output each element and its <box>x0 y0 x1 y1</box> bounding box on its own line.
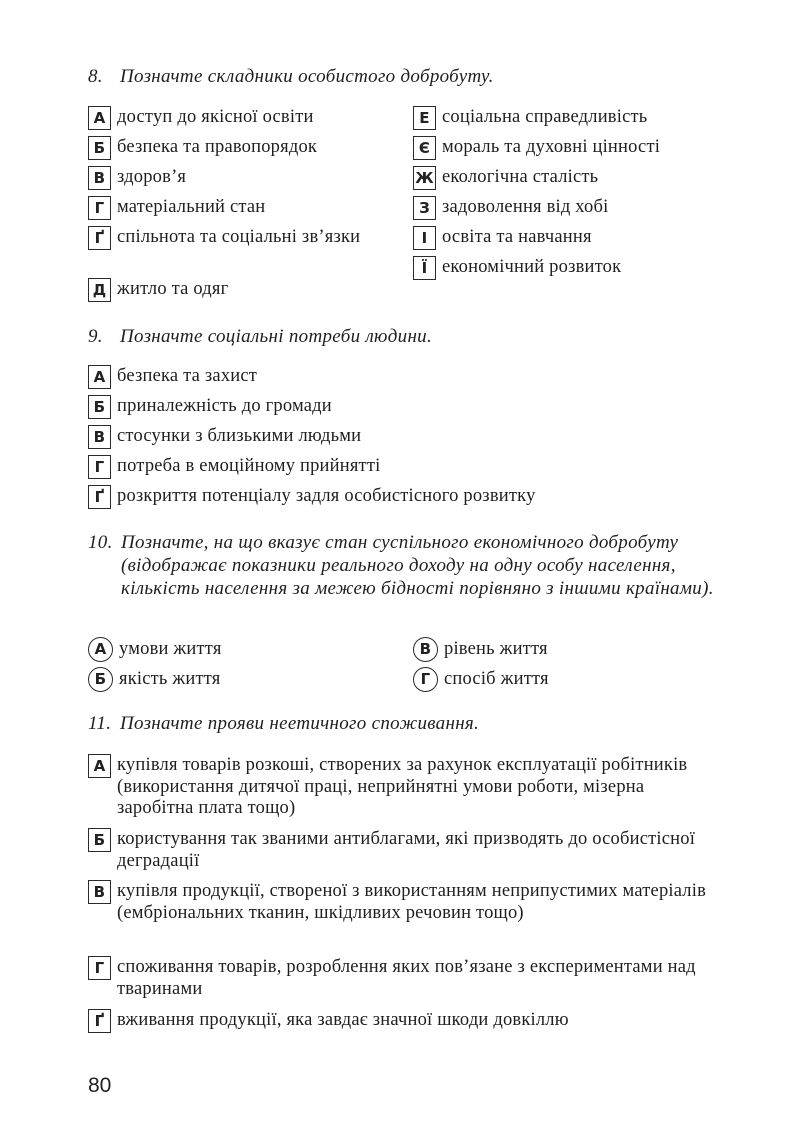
option-letter-box[interactable]: Ж <box>413 166 436 190</box>
option-text: купівля товарів розкоші, створених за рахунок експлуатації робітників (використання дитячої праці, неприйнятні умови роботи, мізерна заробітна плата тощо) <box>117 755 688 818</box>
question-text: Позначте прояви неетичного споживання. <box>120 713 480 734</box>
option-text: якість життя <box>119 669 221 689</box>
option-letter-box[interactable]: І <box>413 226 436 250</box>
option-text: спосіб життя <box>444 669 549 689</box>
option-letter-box[interactable]: Є <box>413 136 436 160</box>
question-text: Позначте складники особистого добробуту. <box>120 66 494 87</box>
option-text: соціальна справедливість <box>442 107 648 127</box>
option-11d[interactable] <box>88 957 708 1000</box>
option-10b[interactable] <box>88 669 388 692</box>
option-8d[interactable] <box>88 197 388 220</box>
option-8a[interactable] <box>88 107 388 130</box>
question-10 <box>88 531 721 600</box>
option-10d[interactable] <box>413 669 713 692</box>
option-text: доступ до якісної освіти <box>117 107 314 127</box>
question-8 <box>88 65 494 88</box>
question-text: Позначте, на що вказує стан суспільного економічного добробуту (відображає показники реального доходу на одну особу населення, кількість населення за межею бідності порівняно з іншими країнами). <box>121 532 714 599</box>
option-9e[interactable] <box>88 486 728 509</box>
option-8k[interactable] <box>413 227 763 250</box>
option-8j[interactable] <box>413 197 763 220</box>
option-letter-box[interactable]: Б <box>88 395 111 419</box>
option-text: користування так званими антиблагами, які призводять до особистісної деградації <box>117 829 696 871</box>
question-text: Позначте соціальні потреби людини. <box>120 326 433 347</box>
option-text: розкриття потенціалу задля особистісного розвитку <box>117 486 536 506</box>
option-11b[interactable] <box>88 829 708 872</box>
option-9a[interactable] <box>88 366 728 389</box>
option-9b[interactable] <box>88 396 728 419</box>
option-letter-box[interactable]: Ґ <box>88 485 111 509</box>
option-text: спільнота та соціальні зв’язки <box>117 227 361 247</box>
option-text: рівень життя <box>444 639 548 659</box>
option-text: екологічна сталість <box>442 167 599 187</box>
option-text: вживання продукції, яка завдає значної шкоди довкіллю <box>117 1010 569 1030</box>
option-letter-box[interactable]: Ї <box>413 256 436 280</box>
option-10a[interactable] <box>88 639 388 662</box>
question-number: 11. <box>88 713 112 734</box>
page-number: 80 <box>88 1074 112 1097</box>
option-8e[interactable] <box>88 227 378 250</box>
option-letter-box[interactable]: Ґ <box>88 1009 111 1033</box>
option-letter-box[interactable]: В <box>88 425 111 449</box>
option-text: умови життя <box>119 639 222 659</box>
option-8b[interactable] <box>88 137 388 160</box>
option-letter-circle[interactable]: Б <box>88 667 113 692</box>
option-letter-box[interactable]: В <box>88 166 111 190</box>
option-9c[interactable] <box>88 426 728 449</box>
option-letter-box[interactable]: Г <box>88 956 111 980</box>
option-8g[interactable] <box>413 107 763 130</box>
option-letter-circle[interactable]: В <box>413 637 438 662</box>
option-text: матеріальний стан <box>117 197 266 217</box>
option-letter-box[interactable]: В <box>88 880 111 904</box>
option-text: мораль та духовні цінності <box>442 137 661 157</box>
option-8h[interactable] <box>413 137 763 160</box>
question-9 <box>88 325 432 348</box>
option-text: економічний розвиток <box>442 257 622 277</box>
option-text: споживання товарів, розроблення яких пов’язане з експериментами над тваринами <box>117 957 696 999</box>
option-letter-box[interactable]: А <box>88 365 111 389</box>
option-11c[interactable] <box>88 881 708 924</box>
option-letter-box[interactable]: Г <box>88 455 111 479</box>
option-letter-box[interactable]: З <box>413 196 436 220</box>
question-number: 8. <box>88 66 103 87</box>
option-9d[interactable] <box>88 456 728 479</box>
option-letter-box[interactable]: Д <box>88 278 111 302</box>
option-text: безпека та захист <box>117 366 258 386</box>
option-text: приналежність до громади <box>117 396 332 416</box>
option-text: освіта та навчання <box>442 227 592 247</box>
option-letter-box[interactable]: Г <box>88 196 111 220</box>
option-text: стосунки з близькими людьми <box>117 426 362 446</box>
option-letter-circle[interactable]: А <box>88 637 113 662</box>
option-8f[interactable] <box>88 279 388 302</box>
option-10c[interactable] <box>413 639 713 662</box>
option-text: потреба в емоційному прийнятті <box>117 456 381 476</box>
option-text: здоров’я <box>117 167 187 187</box>
option-8l[interactable] <box>413 257 763 280</box>
option-letter-box[interactable]: А <box>88 754 111 778</box>
option-text: житло та одяг <box>117 279 229 299</box>
question-11 <box>88 712 479 735</box>
option-text: задоволення від хобі <box>442 197 609 217</box>
option-text: безпека та правопорядок <box>117 137 318 157</box>
option-letter-box[interactable]: А <box>88 106 111 130</box>
option-letter-box[interactable]: Е <box>413 106 436 130</box>
option-text: купівля продукції, створеної з використанням неприпустимих матеріалів (ембріональних тканин, шкідливих речовин тощо) <box>117 881 707 923</box>
question-number: 10. <box>88 532 113 553</box>
option-letter-circle[interactable]: Г <box>413 667 438 692</box>
option-11a[interactable] <box>88 755 708 820</box>
option-11e[interactable] <box>88 1010 728 1033</box>
option-letter-box[interactable]: Б <box>88 136 111 160</box>
option-8i[interactable] <box>413 167 763 190</box>
question-number: 9. <box>88 326 103 347</box>
option-8c[interactable] <box>88 167 388 190</box>
option-letter-box[interactable]: Б <box>88 828 111 852</box>
option-letter-box[interactable]: Ґ <box>88 226 111 250</box>
